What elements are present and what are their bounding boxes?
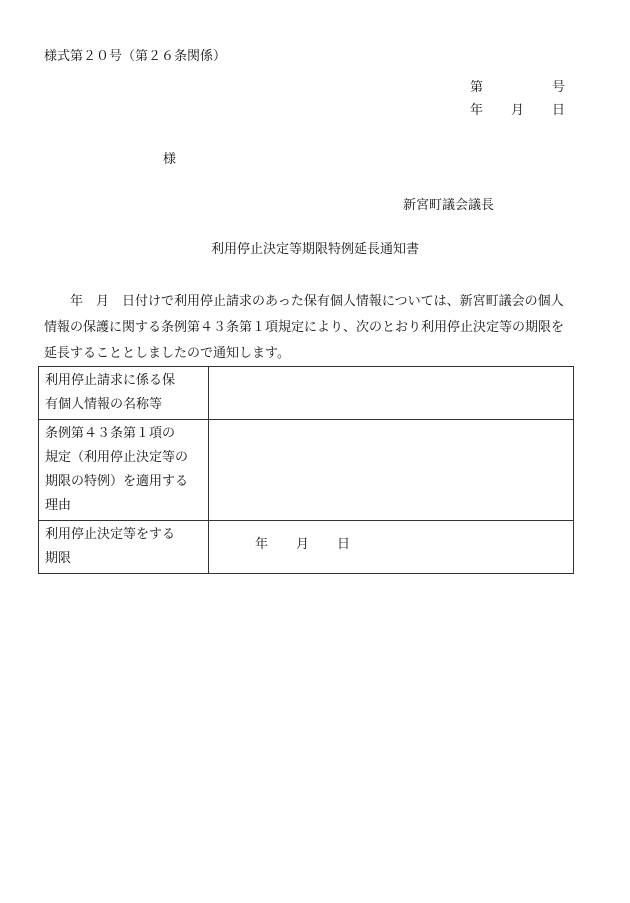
body-line: 年 月 日付けで利用停止請求のあった保有個人情報については、新宮町議会の個人	[44, 294, 564, 309]
deadline-year: 年	[255, 537, 269, 552]
body-text	[44, 289, 579, 367]
row-value-deadline	[209, 521, 574, 574]
table-row	[39, 420, 574, 521]
issue-date-year: 年	[470, 103, 484, 118]
row-label-reason: 条例第４３条第１項の 規定（利用停止決定等の 期限の特例）を適用する 理由	[39, 420, 209, 521]
table-row	[39, 367, 574, 420]
document-title: 利用停止決定等期限特例延長通知書	[210, 242, 419, 257]
row-value-target-info	[209, 367, 574, 420]
document-number	[470, 78, 565, 98]
row-value-reason	[209, 420, 574, 521]
table-row	[39, 521, 574, 574]
deadline-month: 月	[295, 537, 309, 552]
deadline-date	[255, 533, 350, 557]
issue-date-month: 月	[510, 103, 524, 118]
row-label-deadline: 利用停止決定等をする 期限	[39, 521, 209, 574]
issue-date-day: 日	[551, 103, 565, 118]
issue-date	[470, 101, 565, 121]
info-table	[38, 366, 574, 574]
row-label-target-info: 利用停止請求に係る保 有個人情報の名称等	[39, 367, 209, 420]
doc-number-prefix: 第	[470, 80, 484, 95]
body-line: 延長することとしましたので通知します。	[44, 346, 290, 361]
doc-number-suffix: 号	[551, 80, 565, 95]
addressee: 様	[163, 152, 177, 167]
deadline-day: 日	[336, 537, 350, 552]
body-line: 情報の保護に関する条例第４３条第１項規定により、次のとおり利用停止決定等の期限を	[44, 320, 565, 335]
sender: 新宮町議会議長	[403, 198, 495, 213]
form-number: 様式第２０号（第２６条関係）	[44, 49, 227, 64]
